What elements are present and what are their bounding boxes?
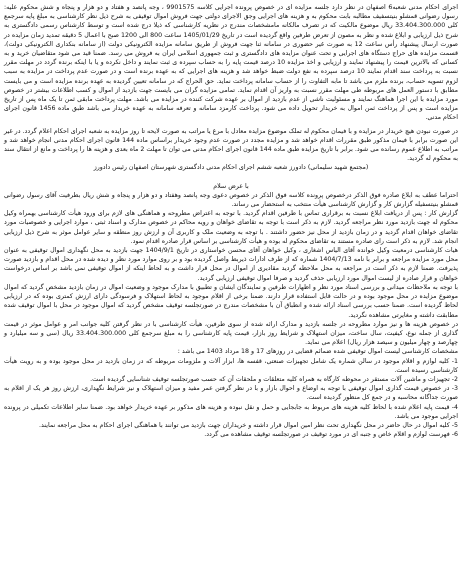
middle-paragraph: در صورت نبودن هیچ خریدار در مزایده و با فیمان محکوم له تملک موضوع مزایده معادل با مرغ یا مراتب به صورت لایحه تا روز مزایده به شعبه اجرای احکام اعلام گردد. در غیر این صورت برابر با فیمان مذکور طبق مقررات اقدام خواهد شد و مزایده مجدد در صورت عدم وجود خریدار براساس ماده 144 قانون اجرای احکام مدنی انجام خواهد شد و مراتب به اطلاع عموم رسانده می شود. برابر با تاریخ مزایده طبق ماده 144 قانون اجرای احکام مدنی می توان تا مهلت 2 ماه بعدی و هزینه ها را پرداخت و مانع از انتقال سند به محکوم له گردید. [4, 127, 458, 163]
body-paragraph: با توجه به ملاحظات میدانی و بررسی اسناد مورد نظر و اظهارات طرفین و نمایندگان ایشان و تطبیق با مدارک موجود و وضعیت اموال در زمان بازدید مشخص گردید که اموال موضوع مزایده در محل موجود بوده و در حالت قابل استفاده قرار دارند. ضمنا برخی از اقلام موجود به لحاظ استهلاک و فرسودگی دارای ارزش کمتری بوده که در ارزیابی لحاظ گردیده است. ضمنا حسب بررسی اسناد ارائه شده و انطباق آن با مشخصات مندرج در صورتجلسه توقیف مشخص گردید که اموال موجود در محل با اموال توقیف شده مطابقت داشته و مغایرتی مشاهده نگردید. [4, 283, 458, 319]
body-paragraph: در خصوص هزینه ها و نیز موارد مطروحه در جلسه بازدید و مدارک ارائه شده از سوی طرفین، هیأت کارشناسی با در نظر گرفتن کلیه جوانب امر و عوامل موثر در قیمت گذاری از جمله نوع، کیفیت، سال ساخت، میزان استهلاک و شرایط روز بازار، قیمت پایه کارشناسی را به مبلغ سرجمع کلی 33.404.300.000 ریال (سی و سه میلیارد و چهارصد و چهار میلیون و سیصد هزار ریال) اعلام می نماید. [4, 320, 458, 347]
list-item: 3- در خصوص قیمت گذاری اموال توقیفی با توجه به اوضاع و احوال بازار و با در نظر گرفتن عمر مفید و میزان استهلاک و نیز شرایط نگهداری، ارزش روز هر یک از اقلام به صورت جداگانه محاسبه و در جمع کل منظور گردیده است. [4, 385, 458, 402]
body-paragraph: هیات کارشناسی درمعیت وکیل خوانده آقای الیاس اشغاری ، وکیل خواهان آقای محسن خواستاری در تاریخ 1404/9/1 جهت بازدید به محل نگهداری اموال توقیفی به عنوان محل مورد مزایده مراجعه و برابر با نامه 1404/7/13 شماره که از طرف ادارات ذیربط واصل گردیده بود و بر روی موارد مورد نظر و دیده شده در محل اقدام و بازدید صورت پذیرفت. ضمنا لازم به ذکر است در مراجعه به محل ملاحظه گردید مقادیری از اموال در محل قرار داشت و به لحاظ اینکه از اموال توقیفی نمی باشد بر اساس درخواست خواهان و قرار صادره از لیست اموال مورد ارزیابی حذف گردید و صرفا اموال توقیفی ارزیابی گردید. [4, 247, 458, 282]
list-item: 2- تجهیزات و ماشین آلات مستقر در محوطه کارگاه به همراه کلیه متعلقات و ملحقات آن که حسب صورتجلسه توقیف شناسایی گردیده است. [90, 375, 458, 383]
issuer-signature: (مجتمع شهید سلیمانی) دادورز شعبه ششم اجرای احکام مدنی دادگستری شهرستان اصفهان رئیس دادورز [93, 164, 369, 172]
intro-paragraph: اجرای احکام مدنی شعبه6 اصفهان در نظر دارد جلسه مزایده ای در خصوص پرونده اجرایی کلاسه 9901575 ، وجه پانصد و هفتاد و دو هزار و پنجاه و شش محکوم علیه: رسول رضوانی قمشلو بنیتسفیف مطالبه بابت محکوم به و هزینه های اجرایی وجق الاجرای دولتی جهت فروش اموال توقیفی به شرح ذیل نظر کارشناسی به مبلغ پایه سرجمع کلی 33.404.300.000 ریال موضوع مالکیت که در تصرف مالکانه مامشخصات مندرج در نظریه کارشناسی که ذیلا درج شده است و توسط کارشناس رسمی دادگستری به شرح ذیل ارزیابی و ابلاغ شده و نظر به مصون از تعرض طرفین واقع گردیده است در تاریخ 1405/01/29 ساعت 800 الی 1200 صبح با اعمال 5 دقیقه تمدید زمان مزایده در صورت ارسال پیشنهاد رأس ساعت 12 به صورت غیر حضوری در سامانه ثنا جهت فروش از طریق سامانه مزایده الکترونیکی دولت (از سامانه بنکداری الکترونیکی دولت)، قسمت مزایده های حراج دستگاه های اجرایی و تحت عنوان مزایده های دادگستری و ثبت جمهوری اسلامی ایران به فروش می رسد. ضمنا قید می شود متقاضیان خرید و به کسانی که بالاترین قیمت را پیشنهاد نمایند و ارزیابی و اخذ مزایده 10 درصد قیمت پایه را به حساب سپرده ی ثبت نمایند و داخل نکرده و یا با اینکه برنده گردد در مهلت مقرر نسبت به پرداخت سند اقدام نمایند 10 درصد سپرده به نفع دولت ضبط خواهد شد و هزینه های اجرایی که به عهده برنده است و در صورت عدم پرداخت در مزایده به سبب لزوم تسویه حساب، برنده ملزم می باشد تا مابه التفاوت را از حساب سامانه پرداخت نماید. حق الحراج که در سامانه تعیین گردیده به عهده برنده مزایده است و می بایست مطابق با دستور العمل های مربوطه طی مهلت مقرر نسبت به واریز آن اقدام نماید. تمامی مزایده گران می بایست جهت بازدید از اموال و کسب اطلاعات بیشتر در خصوص مورد مزایده با این اجرا هماهنگ نمایند و مسئولیت ناشی از عدم بازدید از اموال بر عهده شرکت کننده در مزایده می باشد. مهلت پرداخت مابقی ثمن تا یک ماه پس از تاریخ مزایده است و پس از پرداخت ثمن اموال به خریدار تحویل داده می شود. پرداخت کارمزد سامانه و تعرفه سامانه به عهده خریدار می باشد طبق ماده 1456 قانون اجرای احکام مدنی. [4, 4, 459, 122]
list-item: 1- کلیه لوازم و اقلام موجود در سالن شماره یک شامل تجهیزات صنعتی، قفسه ها، ابزار آلات و ملزومات مربوطه که در زمان بازدید در محل موجود بوده و به رویت هیأت کارشناسی رسیده است. [4, 357, 458, 374]
section-title: مشخصات کارشناسی لیست اموال توقیفی شده ضمائم قضایی در روزهای 17 و 18 مرداد 1403 می باشد : [177, 348, 458, 356]
list-item: 4- قیمت پایه اعلام شده با لحاظ کلیه هزینه های مربوط به جابجایی و حمل و نقل نبوده و هزینه های مذکور بر عهده خریدار خواهد بود. ضمنا سایر اطلاعات تکمیلی در پرونده اجرایی موجود می باشد. [4, 403, 458, 420]
body-paragraph: احتراما عطف به ابلاغ صادره فوق الذکر درخصوص پرونده کلاسه فوق الذکر در خصوص دعوی وجه پانصد وهفتاد و دو هزار و پنجاه و شش ریال بطرفیت آقای رسول رضوانی قمشلو بنیتسفیله گزارش کار و گزارش کارشناسی هیأت منتخب به استحضار می رساند. [4, 191, 458, 209]
list-item: 5- کلیه اموال در حال حاضر در محل نگهداری تحت نظر امین اموال قرار داشته و خریداران جهت بازدید می توانند با هماهنگی اجرای احکام به محل مراجعه نمایند. [38, 421, 458, 429]
body-paragraph: گزارش کار : پس از دریافت ابلاغ نسبت به برقراری تماس با طرفین اقدام گردید. با توجه به اعتراض مطروحه و هماهنگی های لازم برای ورود هیأت کارشناسی بهمراه وکیل محکوم له جهت بازدید مورد نظر مراجعه گردید. لازم به ذکر است با توجه به تقاضای خواهان و رویه محاکم در خصوص مدارک و اسناد ثبتی ، موارد اجرایی و خصوصیات مورد تقاضای خواهان اقدام گردید و در زمان بازدید از محل نیز حضور داشتند . با توجه به وضعیت ملک و کاربری آن و ارزش روز منطقه و سایر عوامل موثر به شرح ذیل ارزیابی انجام شد. لازم به ذکر است رای صادره مستند به تقاضای محکوم له بوده و هیأت کارشناسی بر اساس قرار صادره اقدام نمود. [4, 210, 458, 245]
list-item: 6- فهرست لوازم و اقلام خاص و جنبه ای در مورد توقیف در صورتجلسه توقیف مشاهده می گردد. [204, 431, 458, 439]
items-list [4, 357, 458, 440]
greeting: با عرض سلام [213, 182, 249, 190]
